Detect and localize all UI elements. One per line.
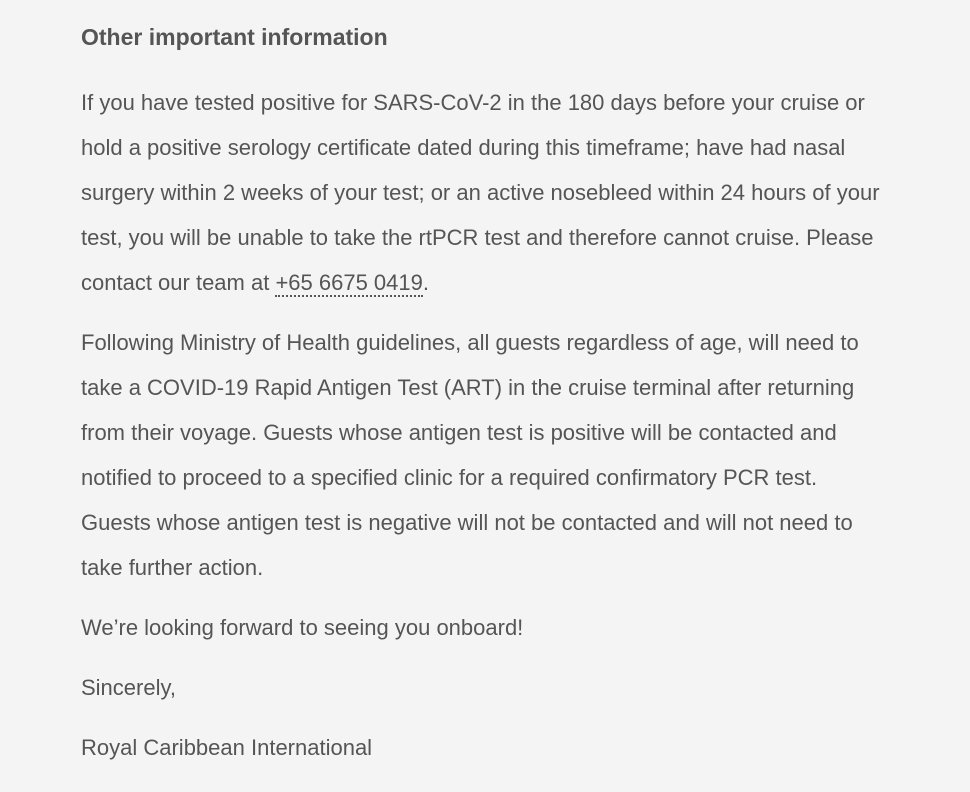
- phone-link[interactable]: +65 6675 0419: [275, 270, 423, 295]
- positive-test-text: If you have tested positive for SARS-CoV-2 in the 180 days before your cruise or hold a positive serology certificate dated during this timeframe; have had nasal surgery within 2 weeks of your test; or an active nosebleed within 24 hours of your test, you will be unable to take the rtPCR test and therefore cannot cruise. Please contact our team at: [81, 90, 880, 295]
- positive-test-paragraph: [81, 80, 881, 305]
- section-heading: Other important information: [81, 24, 388, 50]
- message-body: [81, 21, 881, 785]
- closing-line: We’re looking forward to seeing you onboard!: [81, 615, 524, 640]
- positive-test-period: .: [422, 270, 429, 295]
- signature: Royal Caribbean International: [81, 735, 373, 760]
- signoff: Sincerely,: [81, 675, 176, 700]
- moh-guidelines-paragraph: Following Ministry of Health guidelines, all guests regardless of age, will need to take a COVID-19 Rapid Antigen Test (ART) in the cruise terminal after returning from their voyage. Guests whose antigen test is positive will be contacted and notified to proceed to a specified clinic for a required confirmatory PCR test. Guests whose antigen test is negative will not be contacted and will not need to take further action.: [81, 330, 859, 580]
